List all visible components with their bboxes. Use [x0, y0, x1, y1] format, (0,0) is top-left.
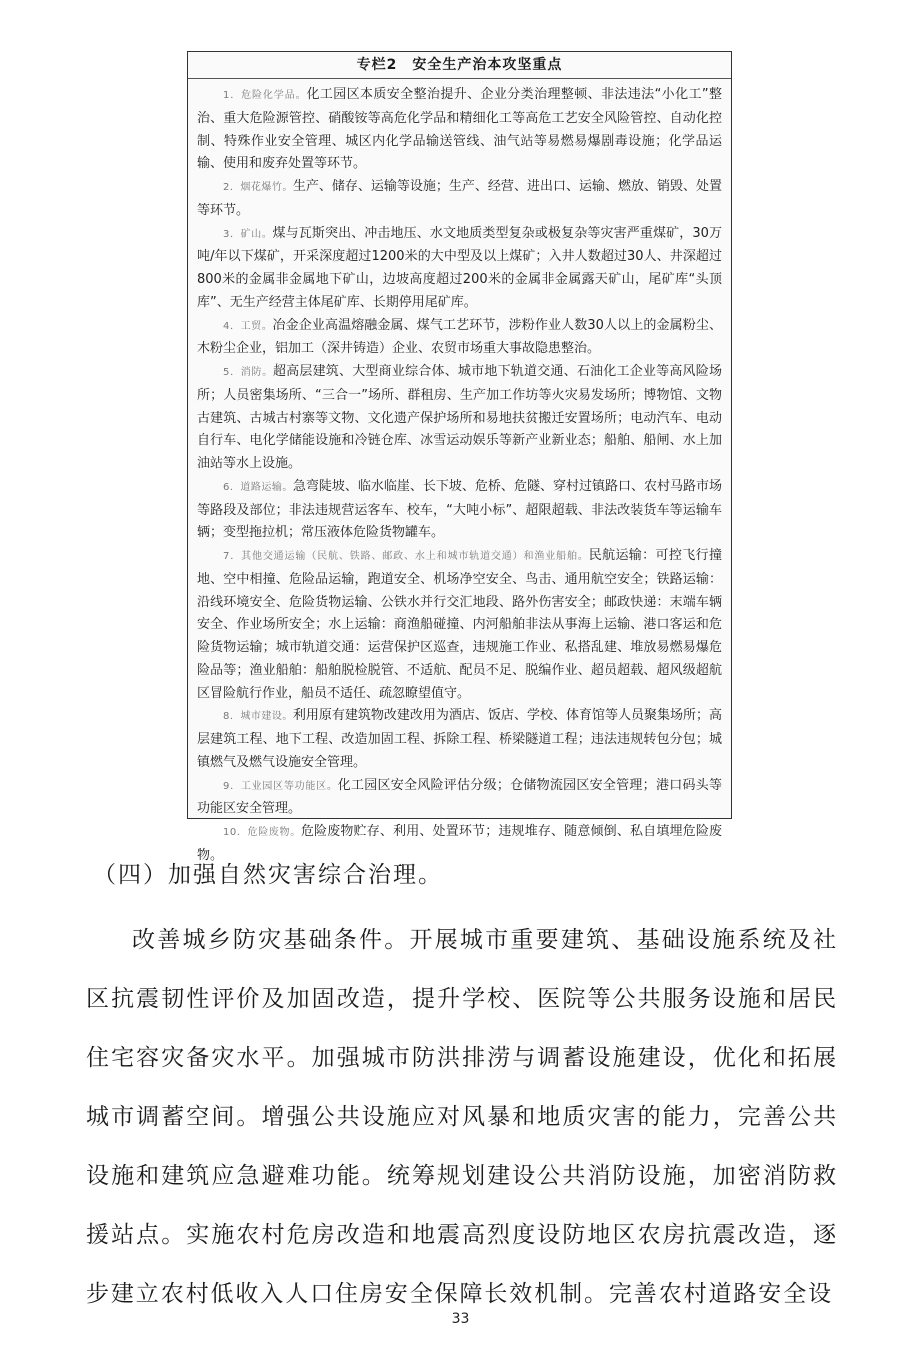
item-label: 2．烟花爆竹。 — [223, 182, 293, 193]
item-label: 5．消防。 — [223, 367, 273, 378]
box-body — [197, 84, 722, 868]
item-label: 10．危险废物。 — [223, 827, 301, 838]
item-label: 4．工贸。 — [223, 320, 273, 332]
item-text: 民航运输：可控飞行撞地、空中相撞、危险品运输，跑道安全、机场净空安全、鸟击、通用航空安全；铁路运输：沿线环境安全、危险货物运输、公铁水并行交汇地段、路外伤害安全；邮政快递：末端车辆安全、作业场所安全；水上运输：商渔船碰撞、内河船舶非法从事海上运输、港口客运和危险货物运输；城市轨道交通：运营保护区巡查，违规施工作业、私搭乱建、堆放易燃易爆危险品等；渔业船舶：船舶脱检脱管、不适航、配员不足、脱编作业、超员超载、超风级超航区冒险航行作业，船员不适任、疏忽瞭望值守。 — [197, 548, 722, 701]
item-label: 1．危险化学品。 — [223, 90, 307, 101]
item-text: 危险废物贮存、利用、处置环节；违规堆存、随意倾倒、私自填埋危险废物。 — [197, 824, 722, 863]
page-number: 33 — [451, 1311, 470, 1327]
box-item — [197, 476, 722, 545]
box-item — [197, 361, 722, 476]
box-item — [197, 315, 722, 362]
item-text: 生产、储存、运输等设施；生产、经营、进出口、运输、燃放、销毁、处置等环节。 — [197, 179, 722, 218]
item-label: 6．道路运输。 — [223, 481, 293, 493]
item-label: 8．城市建设。 — [223, 711, 293, 723]
item-label: 3．矿山。 — [223, 228, 273, 240]
box-item — [197, 775, 722, 822]
section-heading: （四）加强自然灾害综合治理。 — [93, 862, 443, 888]
item-text: 急弯陡坡、临水临崖、长下坡、危桥、危隧、穿村过镇路口、农村马路市场等路段及部位；非法违规营运客车、校车，“大吨小标”、超限超载、非法改装货车等运输车辆；变型拖拉机；常压液体危险货物罐车。 — [197, 478, 722, 541]
body-paragraph: 改善城乡防灾基础条件。开展城市重要建筑、基础设施系统及社区抗震韧性评价及加固改造，提升学校、医院等公共服务设施和居民住宅容灾备灾水平。加强城市防洪排涝与调蓄设施建设，优化和拓展城市调蓄空间。增强公共设施应对风暴和地质灾害的能力，完善公共设施和建筑应急避难功能。统筹规划建设公共消防设施，加密消防救援站点。实施农村危房改造和地震高烈度设防地区农房抗震改造，逐步建立农村低收入人口住房安全保障长效机制。完善农村道路安全设 — [86, 927, 838, 1307]
item-text: 煤与瓦斯突出、冲击地压、水文地质类型复杂或极复杂等灾害严重煤矿，30万吨/年以下煤矿，开采深度超过1200米的大中型及以上煤矿；入井人数超过30人、井深超过800米的金属非金属地下矿山，边坡高度超过200米的金属非金属露天矿山，尾矿库“头顶库”、无生产经营主体尾矿库、长期停用尾矿库。 — [197, 225, 722, 310]
item-text: 超高层建筑、大型商业综合体、城市地下轨道交通、石油化工企业等高风险场所；人员密集场所、“三合一”场所、群租房、生产加工作坊等火灾易发场所；博物馆、文物古建筑、古城古村寨等文物、文化遗产保护场所和易地扶贫搬迁安置场所；电动汽车、电动自行车、电化学储能设施和冷链仓库、冰雪运动娱乐等新产业新业态；船舶、船闸、水上加油站等水上设施。 — [197, 364, 722, 471]
item-label: 9．工业园区等功能区。 — [223, 780, 338, 792]
box-item — [197, 176, 722, 223]
item-text: 化工园区安全风险评估分级；仓储物流园区安全管理；港口码头等功能区安全管理。 — [197, 777, 722, 817]
item-text: 利用原有建筑物改建改用为酒店、饭店、学校、体育馆等人员聚集场所；高层建筑工程、地下工程、改造加固工程、拆除工程、桥梁隧道工程；违法违规转包分包；城镇燃气及燃气设施安全管理。 — [197, 708, 722, 770]
box-item — [197, 223, 722, 315]
box-item — [197, 545, 722, 705]
box-title: 专栏2 安全生产治本攻坚重点 — [188, 52, 731, 79]
item-text: 冶金企业高温熔融金属、煤气工艺环节，涉粉作业人数30人以上的金属粉尘、木粉尘企业，铝加工（深井铸造）企业、农贸市场重大事故隐患整治。 — [197, 317, 722, 357]
item-label: 7．其他交通运输（民航、铁路、邮政、水上和城市轨道交通）和渔业船舶。 — [223, 551, 589, 562]
item-text: 化工园区本质安全整治提升、企业分类治理整顿、非法违法“小化工”整治、重大危险源管控、硝酸铵等高危化学品和精细化工等高危工艺安全风险管控、自动化控制、特殊作业安全管理、城区内化学品输送管线、油气站等易燃易爆剧毒设施；化学品运输、使用和废弃处置等环节。 — [197, 87, 722, 172]
box-item — [197, 84, 722, 176]
box-item — [197, 705, 722, 774]
sidebar-box — [187, 51, 732, 863]
